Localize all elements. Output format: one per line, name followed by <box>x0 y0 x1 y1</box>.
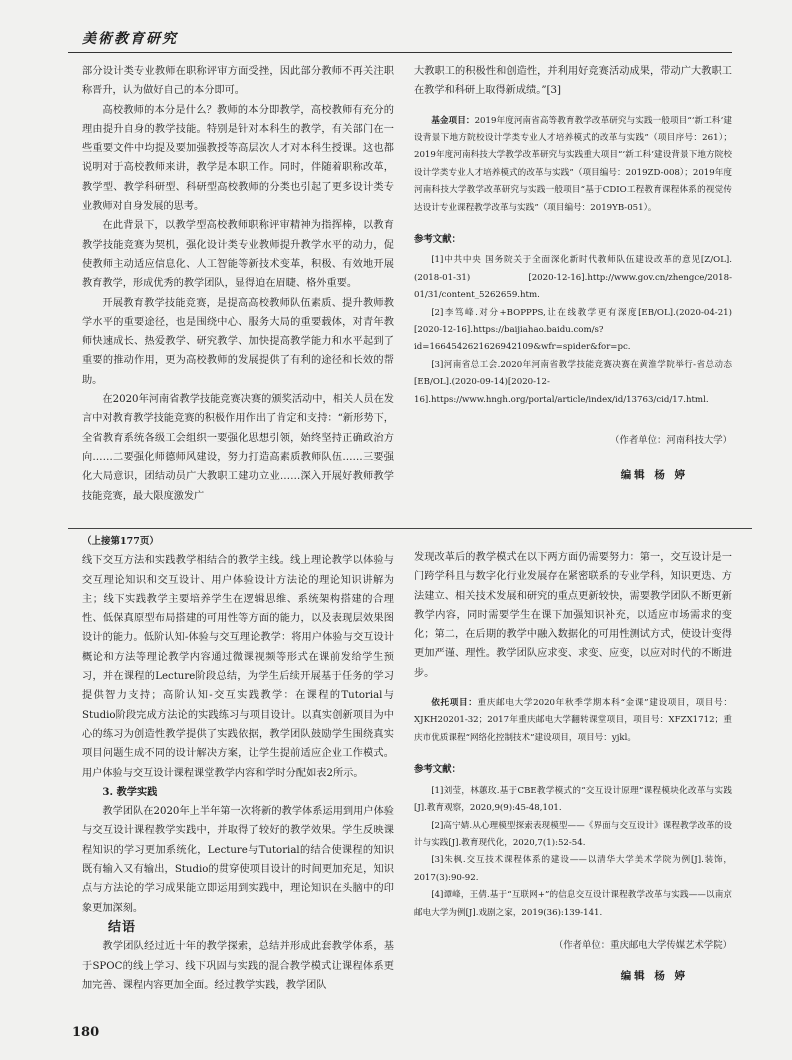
paragraph: 开展教育教学技能竞赛，是提高高校教师队伍素质、提升教师教学水平的重要途径，也是围绕中心、服务大局的重要载体，对青年教师快速成长、热爱教学、研究教学、加快提高教学能力和水平起到了重要的推动作用，更为高校教师的发展提供了有利的途径和长效的帮助。 <box>82 297 394 386</box>
top-right-column <box>414 62 732 486</box>
header-rule <box>68 52 732 53</box>
reference-item: [2]李笃峰.对分+BOPPPS,让在线教学更有深度[EB/OL].(2020-04-21)[2020-12-16].https://baijiahao.baidu.com/s?id=1664542621626942109&wfr=spider&for=pc. <box>414 307 732 353</box>
fund-label: 基金项目： <box>431 115 475 126</box>
fund-label: 依托项目： <box>431 698 478 709</box>
page-number: 180 <box>72 1025 100 1040</box>
paragraph: 高校教师的本分是什么？教师的本分即教学，高校教师有充分的理由提升自身的教学技能。特别是针对本科生的教学，有关部门在一些重要文件中均提及要加强教授等高层次人才对本科生授课。这也都说明对于高校教师来讲，教学是本职工作。同时，伴随着职称改革，教学型、教学科研型、科研型高校教师的分类也引起了更多设计类专业教师对自身发展的思考。 <box>82 104 394 213</box>
paragraph: 教学团队经过近十年的教学探索，总结并形成此套教学体系，基于SPOC的线上学习、线下巩固与实践的混合教学模式让课程体系更加完善、课程内容更加全面。经过教学实践，教学团队 <box>82 941 394 991</box>
author-affiliation: （作者单位：河南科技大学） <box>610 435 732 447</box>
bottom-right-column <box>414 548 732 987</box>
paragraph: 在2020年河南省教学技能竞赛决赛的颁奖活动中，相关人员在发言中对教育教学技能竞赛的积极作用作出了肯定和支持：“新形势下，全省教育系统各级工会组织一要强化思想引领，始终坚持正确政治方向……二要强化师德师风建设，努力打造高素质教师队伍……三要强化大局意识，团结动员广大教职工建功立业……深入开展好教师教学技能竞赛，最大限度激发广 <box>82 394 394 502</box>
reference-item: [3]河南省总工会.2020年河南省教学技能竞赛决赛在黄淮学院举行-省总动态[EB/OL].(2020-09-14)[2020-12-16].https://www.hngh.org/portal/article/index/id/13763/cid/17.html. <box>414 359 732 405</box>
paragraph: 在此背景下，以教学型高校教师职称评审精神为指挥棒，以教育教学技能竞赛为契机，强化设计类专业教师提升教学水平的动力，促使教师主动适应信息化、人工智能等新技术变革，积极、有效地开展教育教学，形成优秀的教学团队，显得迫在眉睫、格外重要。 <box>82 220 394 290</box>
section-divider <box>68 528 752 529</box>
section-heading: 3. 教学实践 <box>102 785 158 798</box>
editor-credit: 编辑 杨 婷 <box>620 469 688 482</box>
paragraph: 发现改革后的教学模式在以下两方面仍需要努力：第一，交互设计是一门跨学科且与数字化行业发展存在紧密联系的专业学科，知识更迭、方法建立、相关技术发展和研究的重点更新较快，需要教学团队不断更新教学内容，同时需要学生在课下加强知识补充，以适应市场需求的变化；第二，在后期的教学中融入数据化的可用性测试方式，使设计变得更加严谨、理性。教学团队应求变、求变、应变，以应对时代的不断进步。 <box>414 552 732 679</box>
reference-item: [3]朱枫.交互技术课程体系的建设——以清华大学美术学院为例[J].装饰，2017(3):90-92. <box>414 855 732 883</box>
fund-text: 2019年度河南省高等教育教学改革研究与实践一般项目“‘新工科’建设背景下地方院校设计学类专业人才培养模式的改革与实践”（项目序号：261）；2019年度河南科技大学教学改革研究与实践重大项目“‘新工科’建设背景下地方院校设计学类专业人才培养模式的改革与实践”（项目编号：2019ZD-008）；2019年度河南科技大学教学改革研究与实践一般项目“基于CDIO工程教育课程体系的视觉传达设计专业课程教学改革与实践”（项目编号：2019YB-051）。 <box>414 115 732 213</box>
fund-text: 重庆邮电大学2020年秋季学期本科“金课”建设项目，项目号：XJKH20201-32；2017年重庆邮电大学翻转课堂项目，项目号：XFZX1712；重庆市优质课程“网络化控制技术”建设项目，项目号：yjkl。 <box>414 698 732 743</box>
author-affiliation: （作者单位：重庆邮电大学传媒艺术学院） <box>553 939 732 951</box>
references-title: 参考文献： <box>414 764 461 776</box>
fund-block <box>414 695 732 922</box>
reference-item: [4]谭峰，王倩.基于“互联网+”的信息交互设计课程教学改革与实践——以南京邮电大学为例[J].戏剧之家，2019(36):139-141. <box>414 890 732 918</box>
journal-header-title: 美術教育研究 <box>82 31 178 47</box>
references-title: 参考文献： <box>414 234 461 246</box>
reference-item: [1]刘莹，林蕙玫.基于CBE教学模式的“交互设计原理”课程模块化改革与实践[J].教育观察，2020,9(9):45-48,101. <box>414 785 732 814</box>
reference-item: [1]中共中央 国务院关于全面深化新时代教师队伍建设改革的意见[Z/OL]. (2018-01-31) [2020-12-16].http://www.gov.cn/zhengce/2018-01/31/content_5262659.htm. <box>414 255 732 301</box>
conclusion-heading: 结语 <box>108 919 137 935</box>
paragraph: 线下交互方法和实践教学相结合的教学主线。线上理论教学以体验与交互理论知识和交互设计、用户体验设计方法论的理论知识讲解为主；线下实践教学主要培养学生在逻辑思维、系统架构搭建的合理性、低保真原型布局搭建的可用性等方面的能力，以及表现层效果图设计的能力。低阶认知-体验与交互理论教学：将用户体验与交互设计概论和方法等理论教学内容通过微课视频等形式在课前发给学生预习，并在课程的Lecture阶段总结，为学生后续开展基于任务的学习提供智力支持；高阶认知-交互实践教学：在课程的Tutorial与Studio阶段完成方法论的实践练习与项目设计。以真实创新项目为中心的练习为创造性教学提供了实践依据，教学团队鼓励学生围绕真实项目问题生成不同的设计解决方案，让学生提前适应企业工作模式。用户体验与交互设计课程课堂教学内容和学时分配如表2所示。 <box>82 555 394 779</box>
paragraph: 部分设计类专业教师在职称评审方面受挫，因此部分教师不再关注职称晋升，认为做好自己的本分即可。 <box>82 66 394 97</box>
fund-block <box>414 113 732 410</box>
bottom-left-column <box>82 532 394 995</box>
paragraph: 教学团队在2020年上半年第一次将新的教学体系运用到用户体验与交互设计课程教学实践中，并取得了较好的教学效果。学生反映课程知识的学习更加系统化，Lecture与Tutorial的结合使课程的知识既有输入又有输出，Studio的贯穿使项目设计的时间更加充足，知识点与方法论的学习成果能立即运用到实践中，理论知识在头脑中的印象更加深刻。 <box>82 806 394 914</box>
top-left-column <box>82 62 394 506</box>
continued-note: （上接第177页） <box>82 536 159 547</box>
paragraph: 大教职工的积极性和创造性，并利用好竞赛活动成果，带动广大教职工在教学和科研上取得新成绩。”[3] <box>414 66 732 97</box>
reference-item: [2]高宁婧.从心理模型探索表现模型——《界面与交互设计》课程教学改革的设计与实践[J].教育现代化，2020,7(1):52-54. <box>414 820 732 848</box>
editor-credit: 编辑 杨 婷 <box>620 970 688 983</box>
